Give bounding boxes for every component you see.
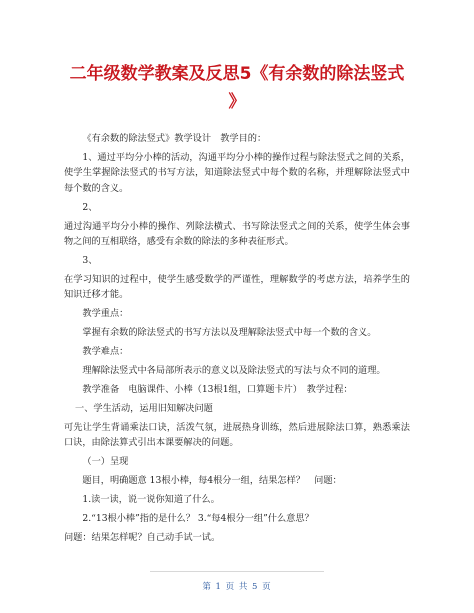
paragraph-goal-2: 通过沟通平均分小棒的操作、列除法横式、书写除法竖式之间的关系，使学生体会事物之间的互相联络，感受有余数的除法的多种表征形式。 [64,220,410,247]
paragraph-question-1: 1.读一读，说一说你知道了什么。 [82,494,220,506]
paragraph-goal-3-number: 3、 [82,254,98,266]
paragraph-question-2-3: 2.“13根小棒”指的是什么？ 3.“每4根分一组”什么意思？ [82,513,314,525]
document-body [64,131,410,549]
paragraph-activity: 可先让学生背诵乘法口诀，活泼气氛，进展热身训练，然后进展除法口算，熟悉乘法口诀，由除法算式引出本课要解决的问题。 [64,422,410,449]
footer-divider [150,571,324,572]
paragraph-intro: 《有余数的除法竖式》教学设计 教学目的： [82,133,267,144]
paragraph-goal-2-number: 2、 [82,201,98,213]
heading-key-point: 教学重点： [82,308,129,320]
heading-activity: 一、学生活动，运用旧知解决问题 [75,403,213,415]
page-number: 第 1 页 共 5 页 [202,582,272,592]
paragraph-problem: 题目，明确题意 13根小棒，每4根分一组，结果怎样？ 问题： [82,475,342,487]
paragraph-key-point: 掌握有余数的除法竖式的书写方法以及理解除法竖式中每一个数的含义。 [82,327,377,339]
paragraph-question-final: 问题：结果怎样呢？自己动手试一试。 [64,532,221,544]
title-line-2: 》 [228,92,246,112]
document-title [40,60,434,116]
paragraph-preparation: 教学准备 电脑课件、小棒（13根1组，口算题卡片） 教学过程： [82,384,353,396]
paragraph-difficulty: 理解除法竖式中各局部所表示的意义以及除法竖式的写法与众不同的道理。 [82,365,386,377]
heading-present: （一）呈现 [82,456,129,468]
title-line-1: 二年级数学教案及反思5《有余数的除法竖式 [69,64,405,84]
paragraph-goal-3: 在学习知识的过程中，使学生感受数学的严谨性，理解数学的考虑方法，培养学生的知识迁移才能。 [64,273,410,301]
heading-difficulty: 教学难点： [82,346,129,358]
paragraph-goal-1: 1、通过平均分小棒的活动，沟通平均分小棒的操作过程与除法竖式之间的关系，使学生掌握除法竖式的书写方法，知道除法竖式中每个数的名称，并理解除法竖式中每个数的含义。 [64,151,410,194]
